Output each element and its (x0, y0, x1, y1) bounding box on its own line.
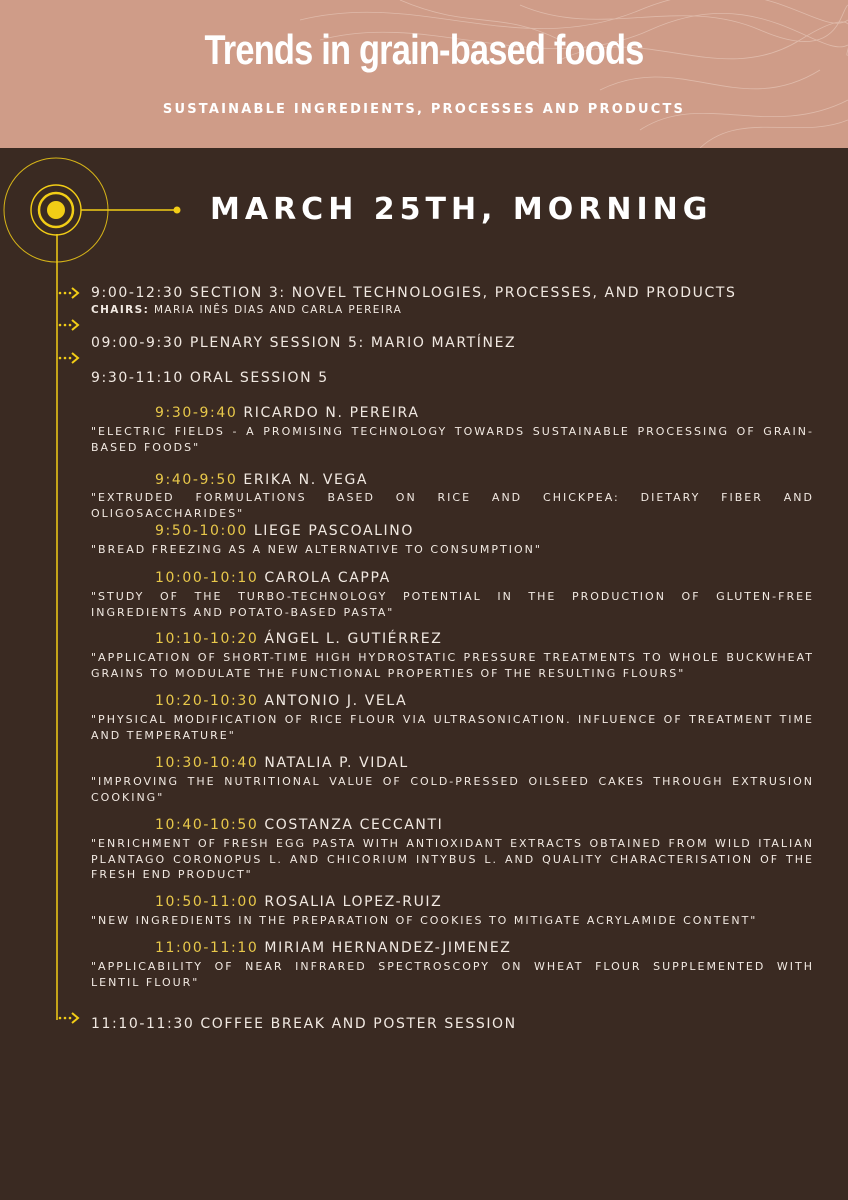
talk-time: 11:00-11:10 (155, 940, 259, 956)
talk-heading (155, 894, 442, 910)
talk-heading (155, 405, 420, 421)
talk-time: 9:30-9:40 (155, 405, 238, 421)
talk-time: 10:20-10:30 (155, 693, 259, 709)
talk-title: "IMPROVING THE NUTRITIONAL VALUE OF COLD-PRESSED OILSEED CAKES THROUGH EXTRUSION COOKING" (91, 775, 814, 804)
talk-title: "EXTRUDED FORMULATIONS BASED ON RICE AND CHICKPEA: DIETARY FIBER AND OLIGOSACCHARIDES" (91, 491, 814, 520)
talk-heading (155, 631, 442, 647)
talk-heading (155, 523, 414, 539)
talk-title: "ENRICHMENT OF FRESH EGG PASTA WITH ANTIOXIDANT EXTRACTS OBTAINED FROM WILD ITALIAN PLANTAGO CORONOPUS L. AND CHICORIUM INTYBUS L. AND QUALITY CHARACTERISATION OF THE FRESH END PRODUCT" (91, 837, 814, 881)
talk-time: 10:10-10:20 (155, 631, 259, 647)
talk-title: "APPLICABILITY OF NEAR INFRARED SPECTROSCOPY ON WHEAT FLOUR SUPPLEMENTED WITH LENTIL FLOUR" (91, 960, 814, 989)
talk-title: "APPLICATION OF SHORT-TIME HIGH HYDROSTATIC PRESSURE TREATMENTS TO WHOLE BUCKWHEAT GRAINS TO MODULATE THE FUNCTIONAL PROPERTIES OF THE RESULTING FLOURS" (91, 651, 814, 680)
day-heading: MARCH 25TH, MORNING (210, 192, 713, 227)
talk-speaker: NATALIA P. VIDAL (264, 755, 409, 771)
talk-title: "STUDY OF THE TURBO-TECHNOLOGY POTENTIAL IN THE PRODUCTION OF GLUTEN-FREE INGREDIENTS AND POTATO-BASED PASTA" (91, 590, 814, 619)
talk-time: 10:50-11:00 (155, 894, 259, 910)
decorative-wave-lines (0, 0, 848, 148)
talk-speaker: ROSALIA LOPEZ-RUIZ (264, 894, 443, 910)
talk-time: 9:50-10:00 (155, 523, 248, 539)
talk-speaker: RICARDO N. PEREIRA (243, 405, 420, 421)
talk-heading (155, 472, 368, 488)
chairs-label: CHAIRS: (91, 304, 150, 316)
talk-title: "BREAD FREEZING AS A NEW ALTERNATIVE TO CONSUMPTION" (91, 543, 542, 556)
page-subtitle: SUSTAINABLE INGREDIENTS, PROCESSES AND PRODUCTS (162, 102, 686, 117)
dotted-arrow-icon (56, 286, 84, 300)
talk-heading (155, 817, 443, 833)
chairs-names: MARIA INÊS DIAS AND CARLA PEREIRA (153, 304, 403, 316)
talk-time: 10:00-10:10 (155, 570, 259, 586)
oral-session-heading: 9:30-11:10 ORAL SESSION 5 (91, 370, 329, 386)
section-chairs (91, 304, 402, 316)
talk-speaker: LIEGE PASCOALINO (253, 523, 414, 539)
talk-title: "ELECTRIC FIELDS - A PROMISING TECHNOLOGY TOWARDS SUSTAINABLE PROCESSING OF GRAIN-BASED FOODS" (91, 425, 814, 454)
section-heading: 9:00-12:30 SECTION 3: NOVEL TECHNOLOGIES, PROCESSES, AND PRODUCTS (91, 285, 737, 301)
talk-heading (155, 693, 407, 709)
dotted-arrow-icon (56, 318, 84, 332)
dotted-arrow-icon (56, 1011, 84, 1025)
talk-heading (155, 755, 409, 771)
talk-time: 10:40-10:50 (155, 817, 259, 833)
talk-speaker: ÁNGEL L. GUTIÉRREZ (264, 631, 443, 647)
talk-title: "PHYSICAL MODIFICATION OF RICE FLOUR VIA ULTRASONICATION. INFLUENCE OF TREATMENT TIME AND TEMPERATURE" (91, 713, 814, 742)
plenary-session: 09:00-9:30 PLENARY SESSION 5: MARIO MARTÍNEZ (91, 335, 517, 351)
talk-speaker: ANTONIO J. VELA (264, 693, 408, 709)
talk-time: 10:30-10:40 (155, 755, 259, 771)
talk-time: 9:40-9:50 (155, 472, 238, 488)
talk-heading (155, 570, 391, 586)
page-header (0, 0, 848, 148)
coffee-break: 11:10-11:30 COFFEE BREAK AND POSTER SESSION (91, 1016, 517, 1032)
talk-speaker: COSTANZA CECCANTI (264, 817, 444, 833)
talk-speaker: CAROLA CAPPA (264, 570, 391, 586)
talk-title: "NEW INGREDIENTS IN THE PREPARATION OF COOKIES TO MITIGATE ACRYLAMIDE CONTENT" (91, 914, 758, 927)
page-title: Trends in grain-based foods (204, 26, 644, 73)
talk-heading (155, 940, 512, 956)
talk-speaker: ERIKA N. VEGA (243, 472, 369, 488)
dotted-arrow-icon (56, 351, 84, 365)
talk-speaker: MIRIAM HERNANDEZ-JIMENEZ (264, 940, 512, 956)
